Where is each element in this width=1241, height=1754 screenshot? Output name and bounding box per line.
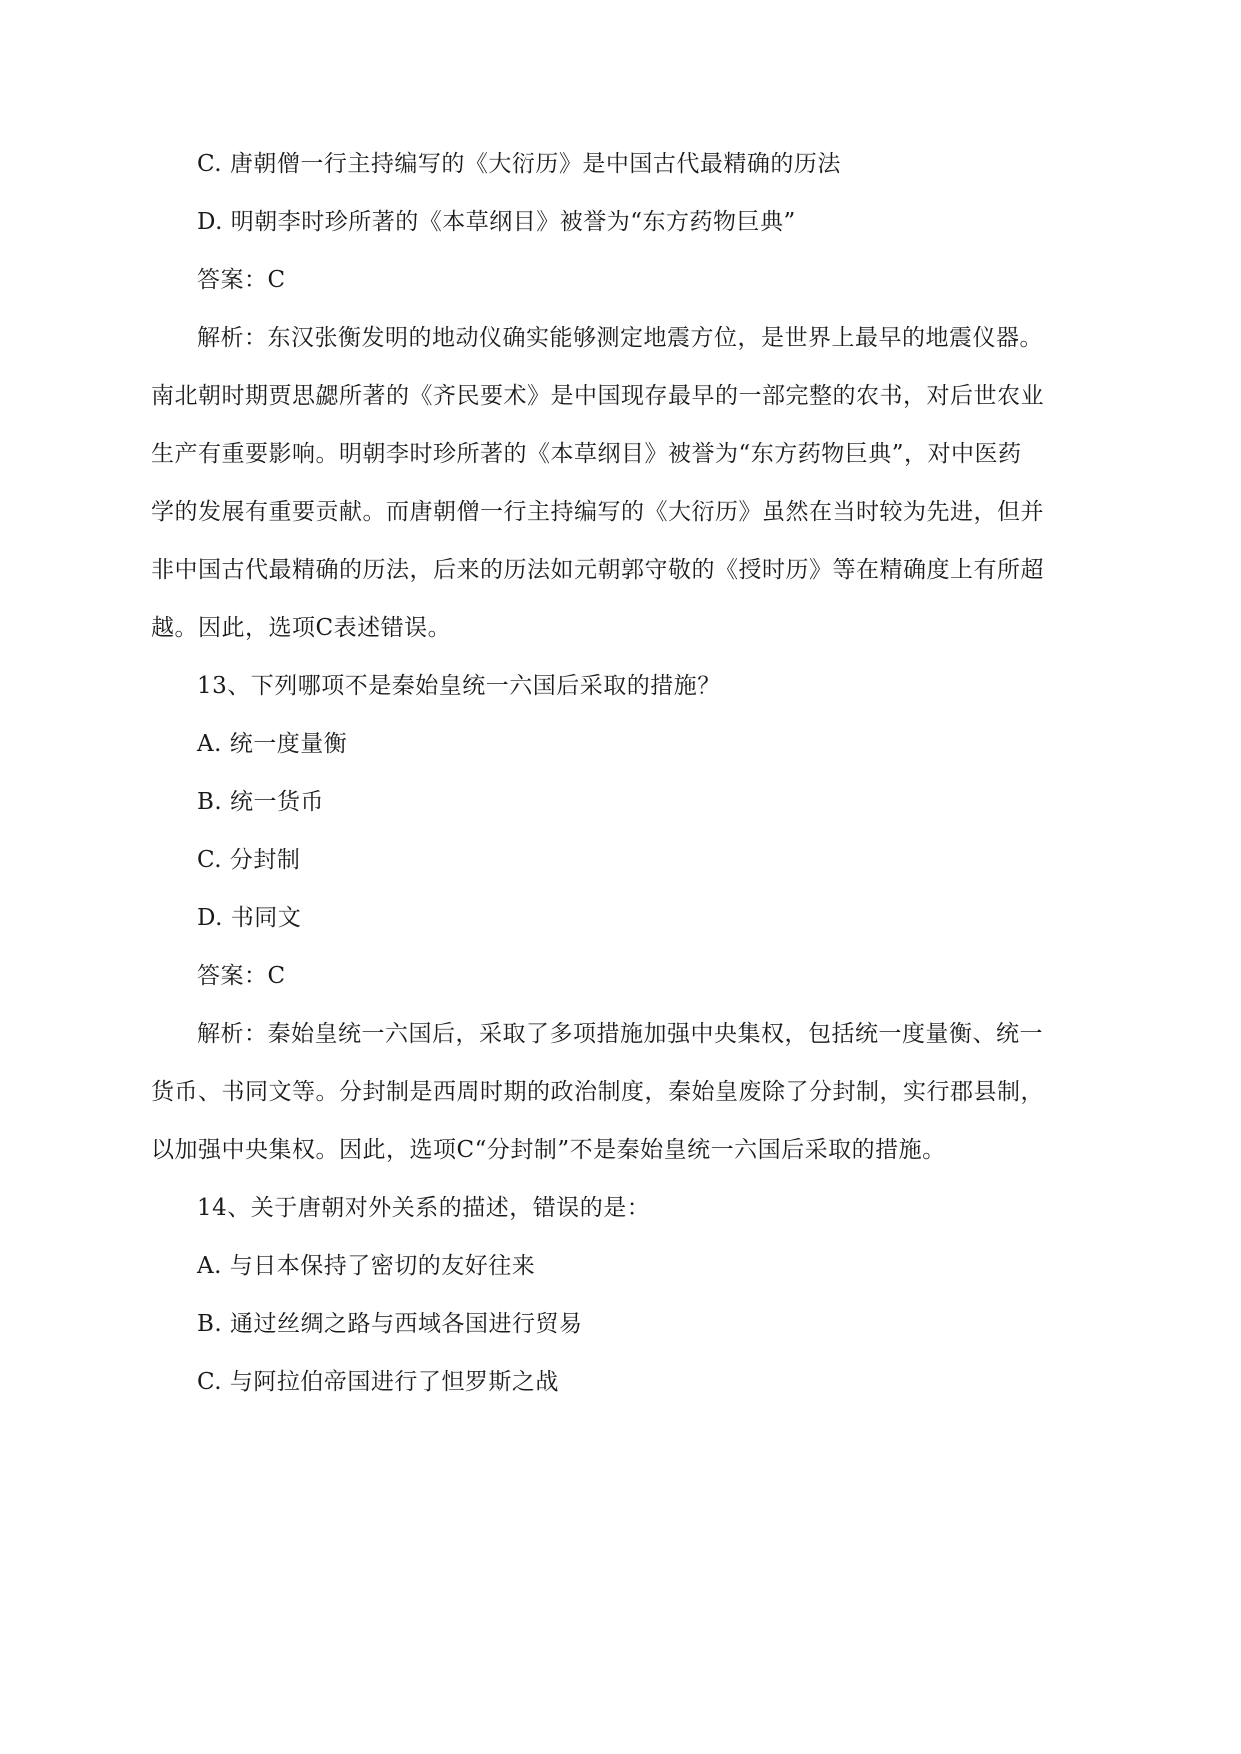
q12-analysis-line: 学的发展有重要贡献。而唐朝僧一行主持编写的《大衍历》虽然在当时较为先进，但并 xyxy=(151,499,1044,525)
q14-option-c: C. 与阿拉伯帝国进行了怛罗斯之战 xyxy=(197,1369,559,1395)
q12-option-c: C. 唐朝僧一行主持编写的《大衍历》是中国古代最精确的历法 xyxy=(197,151,841,177)
q13-analysis-line: 解析：秦始皇统一六国后，采取了多项措施加强中央集权，包括统一度量衡、统一 xyxy=(197,1021,1043,1047)
q12-option-d: D. 明朝李时珍所著的《本草纲目》被誉为“东方药物巨典” xyxy=(197,209,796,235)
q14-question: 14、关于唐朝对外关系的描述，错误的是： xyxy=(197,1195,651,1221)
q12-answer: 答案：C xyxy=(197,267,286,293)
q13-question: 13、下列哪项不是秦始皇统一六国后采取的措施？ xyxy=(197,673,721,699)
q14-option-b: B. 通过丝绸之路与西域各国进行贸易 xyxy=(197,1311,583,1337)
q12-analysis-line: 南北朝时期贾思勰所著的《齐民要术》是中国现存最早的一部完整的农书，对后世农业 xyxy=(151,383,1044,409)
q13-analysis-line: 以加强中央集权。因此，选项C“分封制”不是秦始皇统一六国后采取的措施。 xyxy=(151,1137,946,1163)
q14-option-a: A. 与日本保持了密切的友好往来 xyxy=(197,1253,536,1279)
q12-analysis-line: 越。因此，选项C表述错误。 xyxy=(151,615,452,641)
q13-option-a: A. 统一度量衡 xyxy=(197,731,348,757)
q13-option-c: C. 分封制 xyxy=(197,847,301,873)
q12-analysis-line: 非中国古代最精确的历法，后来的历法如元朝郭守敬的《授时历》等在精确度上有所超 xyxy=(151,557,1044,583)
q13-option-b: B. 统一货币 xyxy=(197,789,325,815)
q12-analysis-line: 解析：东汉张衡发明的地动仪确实能够测定地震方位，是世界上最早的地震仪器。 xyxy=(197,325,1043,351)
q12-analysis-line: 生产有重要影响。明朝李时珍所著的《本草纲目》被誉为“东方药物巨典”，对中医药 xyxy=(151,441,1022,467)
q13-option-d: D. 书同文 xyxy=(197,905,302,931)
q13-answer: 答案：C xyxy=(197,963,286,989)
q13-analysis-line: 货币、书同文等。分封制是西周时期的政治制度，秦始皇废除了分封制，实行郡县制， xyxy=(151,1079,1044,1105)
